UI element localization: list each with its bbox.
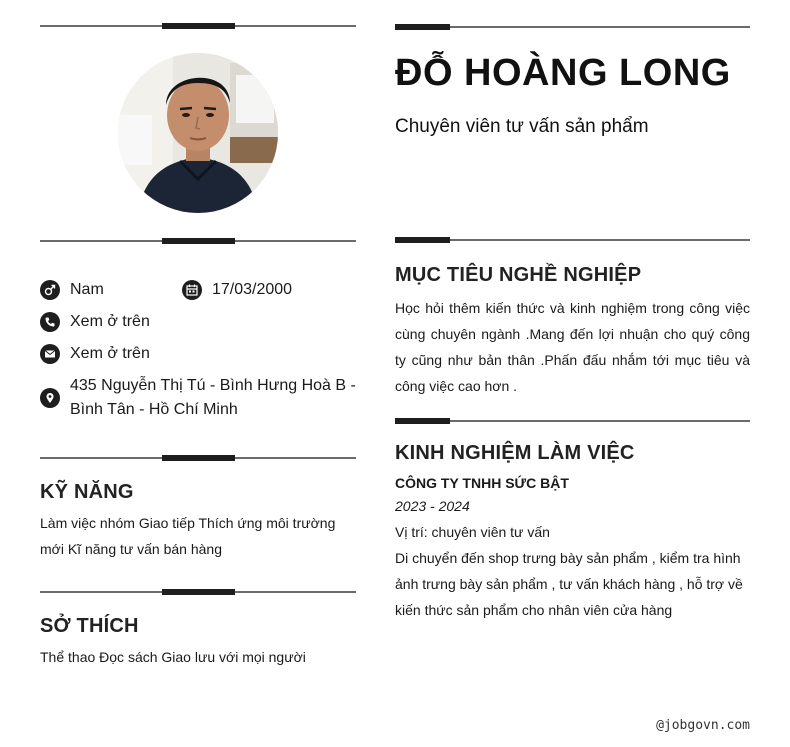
experience-section — [395, 442, 750, 623]
watermark: @jobgovn.com — [656, 718, 750, 733]
company-name: CÔNG TY TNHH SỨC BẬT — [395, 475, 569, 491]
birthdate-row — [182, 278, 292, 302]
objective-section — [395, 264, 750, 399]
email-value: Xem ở trên — [70, 345, 150, 362]
phone-icon — [40, 312, 60, 332]
hobbies-text: Thể thao Đọc sách Giao lưu với mọi người — [40, 649, 306, 665]
birthdate-value: 17/03/2000 — [212, 281, 293, 298]
mail-icon — [40, 344, 60, 364]
objective-title: MỤC TIÊU NGHỀ NGHIỆP — [395, 264, 642, 286]
avatar — [118, 53, 278, 213]
calendar-icon — [182, 280, 202, 300]
gender-row — [40, 278, 104, 302]
hobbies-section — [40, 615, 356, 670]
hobbies-title: SỞ THÍCH — [40, 615, 139, 637]
experience-description: Di chuyển đến shop trưng bày sản phẩm , kiểm tra hình ảnh trưng bày sản phẩm , tư vấn khách hàng , hỗ trợ về kiến thức sản phẩm cho nhân viên cửa hàng — [395, 550, 743, 618]
skills-section — [40, 481, 356, 562]
experience-title: KINH NGHIỆM LÀM VIỆC — [395, 442, 635, 464]
divider — [395, 416, 750, 426]
work-period: 2023 - 2024 — [395, 498, 470, 514]
position-text: Vị trí: chuyên viên tư vấn — [395, 524, 550, 540]
divider — [40, 587, 356, 597]
divider — [40, 453, 356, 463]
skills-title: KỸ NĂNG — [40, 481, 134, 503]
address-row — [40, 374, 356, 422]
divider — [40, 21, 356, 31]
phone-value: Xem ở trên — [70, 313, 150, 330]
candidate-name: ĐỖ HOÀNG LONG — [395, 52, 731, 94]
job-title: Chuyên viên tư vấn sản phẩm — [395, 116, 649, 137]
divider — [395, 235, 750, 245]
phone-row — [40, 310, 150, 334]
email-row — [40, 342, 150, 366]
address-value: 435 Nguyễn Thị Tú - Bình Hưng Hoà B - Bình Tân - Hồ Chí Minh — [70, 377, 356, 418]
gender-value: Nam — [70, 281, 104, 298]
gender-icon — [40, 280, 60, 300]
avatar-photo — [118, 53, 278, 213]
objective-text: Học hỏi thêm kiến thức và kinh nghiệm trong công việc cùng chuyên ngành .Mang đến lợi nhuận cho quý công ty cũng như bản thân .Phấn đấu nhắm tới mục tiêu và công việc cao hơn . — [395, 300, 750, 394]
divider — [40, 236, 356, 246]
divider — [395, 22, 750, 32]
location-pin-icon — [40, 388, 60, 408]
skills-text: Làm việc nhóm Giao tiếp Thích ứng môi trường mới Kĩ năng tư vấn bán hàng — [40, 515, 336, 557]
